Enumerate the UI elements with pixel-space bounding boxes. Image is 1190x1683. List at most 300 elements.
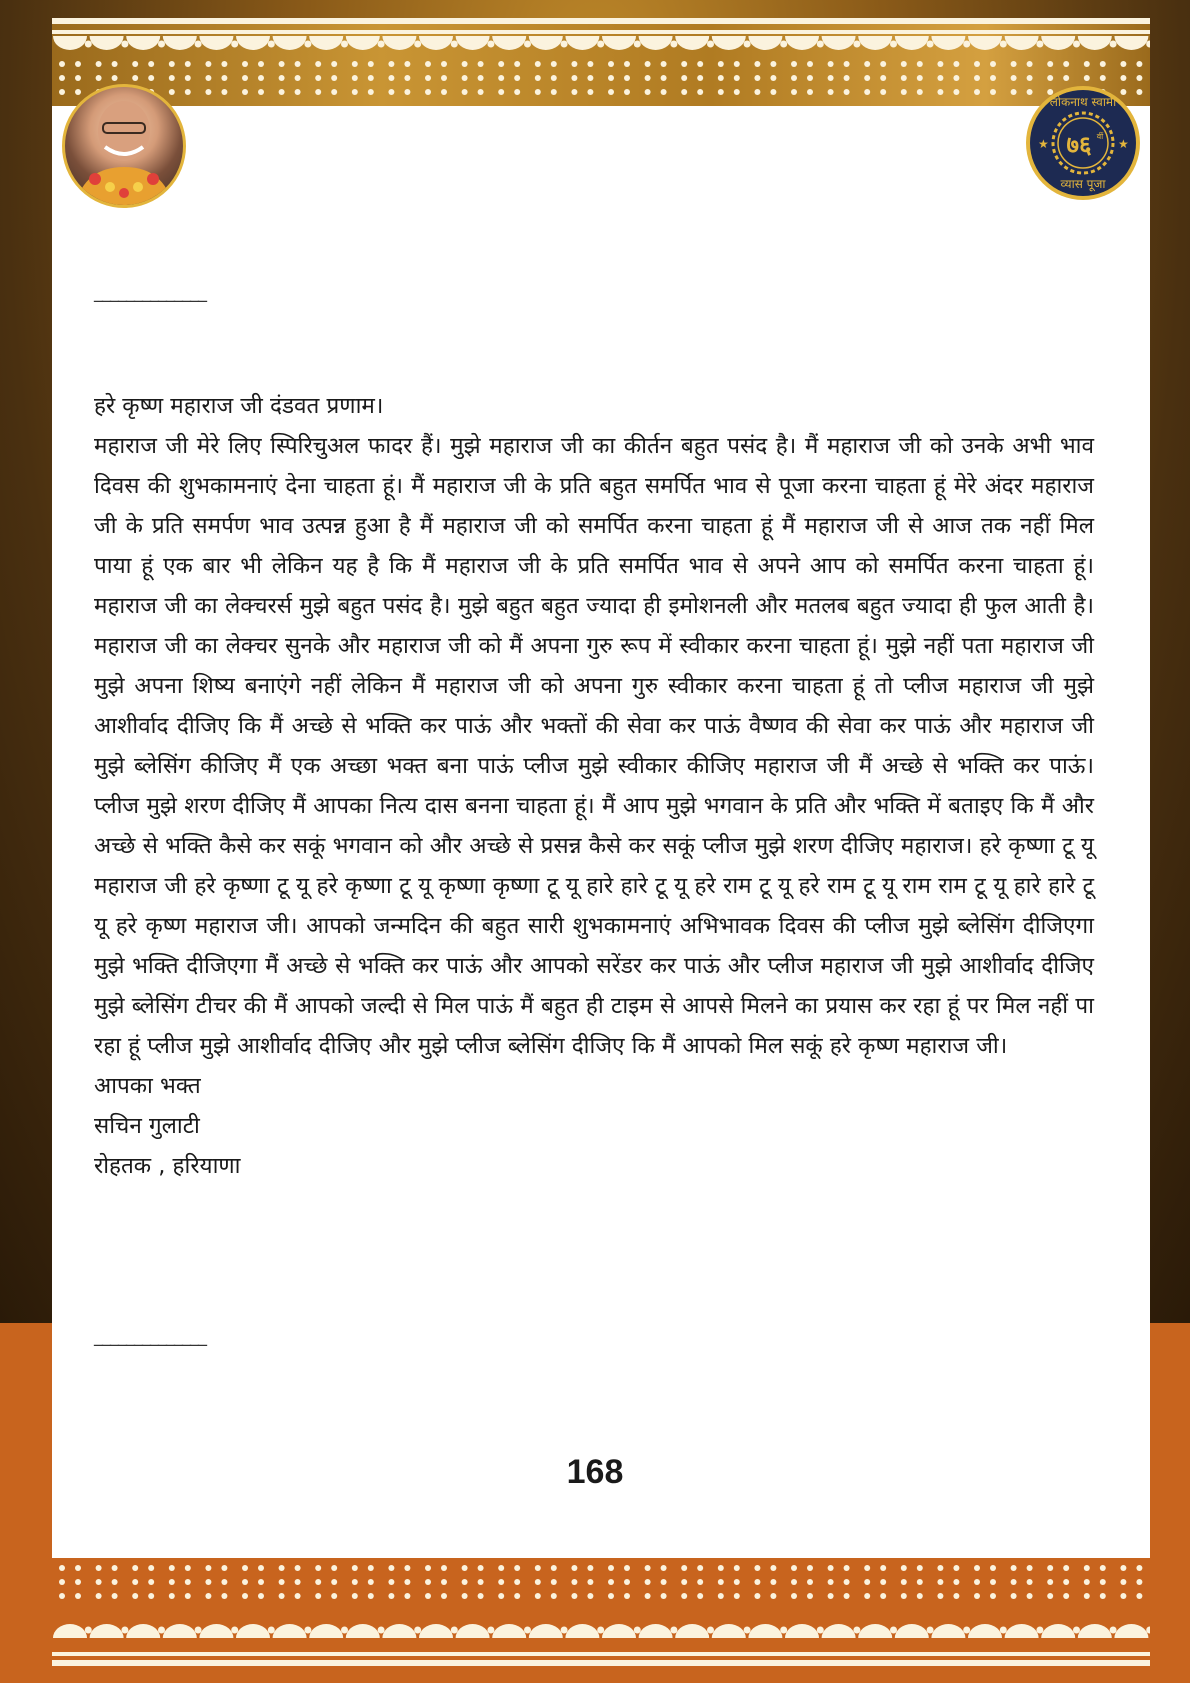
- scallop-shape: [639, 36, 673, 50]
- letter-content: [94, 386, 1094, 1186]
- ornament-dot: [734, 1579, 740, 1585]
- ornament-dot: [1136, 1565, 1142, 1571]
- ornament-dot: [571, 1593, 577, 1599]
- scallop-shape: [1005, 1624, 1039, 1638]
- top-divider: ______________: [94, 282, 206, 303]
- ornament-dot: [670, 41, 677, 48]
- ornament-dot: [148, 75, 154, 81]
- ornament-dot: [75, 75, 81, 81]
- ornament-dot: [315, 1593, 321, 1599]
- ornament-dot: [352, 1579, 358, 1585]
- ornament-dot: [707, 1627, 714, 1634]
- ornament-dot: [937, 1579, 943, 1585]
- ornament-dot: [368, 1565, 374, 1571]
- svg-text:★: ★: [1118, 137, 1129, 151]
- ornament-dot: [890, 1627, 897, 1634]
- ornament-dot: [498, 1565, 504, 1571]
- ornament-dot: [132, 1593, 138, 1599]
- ornament-dot: [963, 1627, 970, 1634]
- ornament-dot: [498, 75, 504, 81]
- ornament-dot: [304, 41, 311, 48]
- ornament-dot: [697, 89, 703, 95]
- ornament-dot: [880, 1593, 886, 1599]
- vyas-puja-logo: [1024, 84, 1142, 202]
- ornament-dot: [634, 41, 641, 48]
- ornament-dot: [828, 1579, 834, 1585]
- scallop-shape: [236, 36, 270, 50]
- ornament-dot: [121, 1627, 128, 1634]
- ornament-dot: [807, 75, 813, 81]
- ornament-dot: [707, 41, 714, 48]
- ornament-dot: [205, 61, 211, 67]
- scallop-shape: [565, 1624, 599, 1638]
- ornament-dot: [597, 41, 604, 48]
- ornament-dot: [844, 61, 850, 67]
- scallop-shape: [309, 1624, 343, 1638]
- ornament-dot: [75, 1565, 81, 1571]
- ornament-dot: [770, 89, 776, 95]
- ornament-dot: [388, 75, 394, 81]
- ornament-dot: [828, 75, 834, 81]
- ornament-dot: [645, 1593, 651, 1599]
- ornament-dot: [754, 1565, 760, 1571]
- logo-bottom-text: व्यास पूजा: [1060, 177, 1106, 191]
- ornament-dot: [388, 61, 394, 67]
- vyas-puja-badge-icon: [1024, 84, 1142, 202]
- scallop-shape: [53, 36, 87, 50]
- ornament-dot: [221, 1579, 227, 1585]
- ornament-dot: [828, 1565, 834, 1571]
- ornament-dot: [624, 1593, 630, 1599]
- ornament-dot: [1120, 1593, 1126, 1599]
- ornament-dot: [231, 41, 238, 48]
- ornament-dot: [341, 1627, 348, 1634]
- ornament-dot: [75, 61, 81, 67]
- bottom-border-line: [52, 1660, 1150, 1666]
- scallop-shape: [492, 36, 526, 50]
- ornament-dot: [1120, 75, 1126, 81]
- ornament-dot: [744, 41, 751, 48]
- ornament-dot: [524, 41, 531, 48]
- ornament-dot: [295, 1593, 301, 1599]
- scallop-shape: [1078, 36, 1112, 50]
- ornament-dot: [734, 1593, 740, 1599]
- letter-signature-name: सचिन गुलाटी: [94, 1113, 200, 1139]
- ornament-dot: [59, 75, 65, 81]
- ornament-dot: [242, 75, 248, 81]
- ornament-dot: [404, 61, 410, 67]
- ornament-dot: [75, 1593, 81, 1599]
- ornament-dot: [608, 61, 614, 67]
- ornament-dot: [645, 61, 651, 67]
- ornament-dot: [937, 89, 943, 95]
- ornament-dot: [388, 1579, 394, 1585]
- ornament-dot: [953, 1565, 959, 1571]
- ornament-dot: [697, 1565, 703, 1571]
- ornament-dot: [498, 89, 504, 95]
- ornament-dot: [953, 1579, 959, 1585]
- ornament-dot: [791, 75, 797, 81]
- ornament-dot: [378, 41, 385, 48]
- ornament-dot: [535, 75, 541, 81]
- portrait-icon: [65, 87, 183, 205]
- ornament-dot: [791, 61, 797, 67]
- ornament-dot: [990, 1579, 996, 1585]
- ornament-dot: [185, 1593, 191, 1599]
- ornament-dot: [221, 61, 227, 67]
- ornament-dot: [535, 1579, 541, 1585]
- scallop-shape: [1005, 36, 1039, 50]
- ornament-dot: [451, 41, 458, 48]
- scallop-shape: [895, 1624, 929, 1638]
- ornament-dot: [59, 89, 65, 95]
- scallop-shape: [1041, 1624, 1075, 1638]
- ornament-dot: [378, 1627, 385, 1634]
- ornament-dot: [258, 61, 264, 67]
- ornament-dot: [404, 1579, 410, 1585]
- ornament-dot: [1063, 1565, 1069, 1571]
- ornament-dot: [514, 1593, 520, 1599]
- scallop-shape: [163, 36, 197, 50]
- ornament-dot: [864, 1579, 870, 1585]
- ornament-dot: [258, 1565, 264, 1571]
- scallop-shape: [675, 36, 709, 50]
- ornament-dot: [974, 1579, 980, 1585]
- ornament-dot: [441, 1579, 447, 1585]
- ornament-dot: [697, 1593, 703, 1599]
- ornament-dot: [75, 1579, 81, 1585]
- ornament-dot: [185, 61, 191, 67]
- ornament-dot: [425, 89, 431, 95]
- scallop-shape: [822, 1624, 856, 1638]
- bottom-border-line-inner: [52, 1652, 1150, 1656]
- ornament-dot: [844, 75, 850, 81]
- ornament-dot: [441, 75, 447, 81]
- ornament-dot: [195, 41, 202, 48]
- ornament-dot: [1084, 1593, 1090, 1599]
- ornament-dot: [597, 1627, 604, 1634]
- ornament-dot: [1027, 75, 1033, 81]
- ornament-dot: [1011, 1593, 1017, 1599]
- ornament-dot: [661, 89, 667, 95]
- ornament-dot: [1027, 1565, 1033, 1571]
- ornament-dot: [295, 1579, 301, 1585]
- portrait-medallion: [62, 84, 186, 208]
- ornament-dot: [608, 1579, 614, 1585]
- ornament-dot: [1110, 1627, 1117, 1634]
- ornament-dot: [441, 61, 447, 67]
- ornament-dot: [974, 89, 980, 95]
- ornament-dot: [425, 75, 431, 81]
- ornament-dot: [890, 41, 897, 48]
- ornament-dot: [754, 1593, 760, 1599]
- ornament-dot: [791, 1593, 797, 1599]
- ornament-dot: [112, 75, 118, 81]
- ornament-dot: [1136, 1593, 1142, 1599]
- bottom-divider: ______________: [94, 1326, 206, 1347]
- ornament-dot: [718, 1593, 724, 1599]
- ornament-dot: [169, 89, 175, 95]
- ornament-dot: [341, 41, 348, 48]
- ornament-dot: [828, 89, 834, 95]
- ornament-dot: [1084, 61, 1090, 67]
- svg-text:★: ★: [1038, 137, 1049, 151]
- ornament-dot: [571, 1565, 577, 1571]
- scallop-shape: [346, 36, 380, 50]
- scallop-shape: [529, 36, 563, 50]
- ornament-dot: [990, 61, 996, 67]
- ornament-dot: [1000, 1627, 1007, 1634]
- scallop-shape: [236, 1624, 270, 1638]
- ornament-dot: [551, 89, 557, 95]
- ornament-dot: [132, 1579, 138, 1585]
- ornament-dot: [425, 61, 431, 67]
- ornament-dot: [937, 1593, 943, 1599]
- ornament-dot: [388, 1593, 394, 1599]
- ornament-dot: [478, 1579, 484, 1585]
- ornament-dot: [791, 1565, 797, 1571]
- scallop-shape: [1114, 36, 1148, 50]
- ornament-dot: [158, 1627, 165, 1634]
- ornament-dot: [1047, 1593, 1053, 1599]
- ornament-dot: [645, 89, 651, 95]
- ornament-dot: [927, 41, 934, 48]
- ornament-dot: [551, 1593, 557, 1599]
- ornament-dot: [697, 1579, 703, 1585]
- ornament-dot: [974, 61, 980, 67]
- ornament-dot: [478, 61, 484, 67]
- ornament-dot: [169, 1565, 175, 1571]
- scallop-shape: [529, 1624, 563, 1638]
- ornament-dot: [844, 89, 850, 95]
- ornament-dot: [754, 61, 760, 67]
- ornament-dot: [953, 75, 959, 81]
- ornament-dot: [279, 1579, 285, 1585]
- ornament-dot: [1047, 1579, 1053, 1585]
- logo-number: ७६: [1066, 131, 1092, 159]
- scallop-shape: [931, 36, 965, 50]
- ornament-dot: [242, 1565, 248, 1571]
- ornament-dot: [169, 61, 175, 67]
- ornament-dot: [169, 1593, 175, 1599]
- scallop-shape: [785, 1624, 819, 1638]
- ornament-dot: [96, 1593, 102, 1599]
- ornament-dot: [624, 1565, 630, 1571]
- ornament-dot: [1084, 1579, 1090, 1585]
- ornament-dot: [880, 1579, 886, 1585]
- ornament-dot: [791, 89, 797, 95]
- ornament-dot: [304, 1627, 311, 1634]
- ornament-dot: [551, 1565, 557, 1571]
- ornament-dot: [185, 1579, 191, 1585]
- ornament-dot: [462, 1565, 468, 1571]
- ornament-dot: [1100, 1565, 1106, 1571]
- ornament-dot: [734, 89, 740, 95]
- ornament-dot: [880, 75, 886, 81]
- ornament-dot: [85, 1627, 92, 1634]
- ornament-dot: [681, 75, 687, 81]
- ornament-dot: [1120, 61, 1126, 67]
- ornament-dot: [1000, 41, 1007, 48]
- ornament-dot: [148, 1565, 154, 1571]
- ornament-dot: [1120, 1565, 1126, 1571]
- ornament-dot: [1027, 1593, 1033, 1599]
- letter-closing: आपका भक्त: [94, 1073, 201, 1099]
- ornament-dot: [414, 41, 421, 48]
- ornament-dot: [221, 1565, 227, 1571]
- ornament-dot: [807, 61, 813, 67]
- ornament-dot: [844, 1579, 850, 1585]
- ornament-dot: [258, 75, 264, 81]
- ornament-dot: [1063, 61, 1069, 67]
- ornament-dot: [901, 89, 907, 95]
- ornament-dot: [242, 61, 248, 67]
- ornament-dot: [645, 75, 651, 81]
- ornament-dot: [734, 61, 740, 67]
- ornament-dot: [315, 75, 321, 81]
- ornament-dot: [331, 1593, 337, 1599]
- ornament-dot: [185, 75, 191, 81]
- ornament-dot: [661, 75, 667, 81]
- ornament-dot: [974, 75, 980, 81]
- ornament-dot: [1100, 1579, 1106, 1585]
- ornament-dot: [1011, 75, 1017, 81]
- ornament-dot: [535, 1593, 541, 1599]
- ornament-dot: [817, 41, 824, 48]
- ornament-dot: [487, 1627, 494, 1634]
- ornament-dot: [901, 61, 907, 67]
- ornament-dot: [953, 1593, 959, 1599]
- ornament-dot: [697, 75, 703, 81]
- ornament-dot: [242, 89, 248, 95]
- ornament-dot: [828, 1593, 834, 1599]
- top-scallop-ornament: [52, 36, 1150, 106]
- ornament-dot: [681, 1593, 687, 1599]
- ornament-dot: [388, 89, 394, 95]
- ornament-dot: [96, 1565, 102, 1571]
- ornament-dot: [1047, 61, 1053, 67]
- ornament-dot: [148, 1593, 154, 1599]
- ornament-dot: [268, 1627, 275, 1634]
- scallop-shape: [895, 36, 929, 50]
- ornament-dot: [807, 1565, 813, 1571]
- ornament-dot: [880, 89, 886, 95]
- ornament-dot: [352, 89, 358, 95]
- ornament-dot: [1011, 1579, 1017, 1585]
- ornament-dot: [770, 61, 776, 67]
- ornament-dot: [279, 89, 285, 95]
- ornament-dot: [112, 1565, 118, 1571]
- ornament-dot: [279, 75, 285, 81]
- ornament-dot: [112, 1593, 118, 1599]
- ornament-dot: [1084, 75, 1090, 81]
- ornament-dot: [853, 1627, 860, 1634]
- ornament-dot: [368, 75, 374, 81]
- scallop-shape: [858, 36, 892, 50]
- ornament-dot: [295, 1565, 301, 1571]
- top-border-line: [52, 18, 1150, 24]
- ornament-dot: [404, 1565, 410, 1571]
- ornament-dot: [901, 1565, 907, 1571]
- ornament-dot: [770, 1565, 776, 1571]
- ornament-dot: [718, 75, 724, 81]
- ornament-dot: [331, 75, 337, 81]
- scallop-shape: [858, 1624, 892, 1638]
- ornament-dot: [1036, 1627, 1043, 1634]
- ornament-dot: [587, 75, 593, 81]
- logo-number-suffix: वीं: [1096, 132, 1104, 141]
- ornament-dot: [990, 75, 996, 81]
- ornament-dot: [770, 75, 776, 81]
- ornament-dot: [279, 61, 285, 67]
- ornament-dot: [624, 75, 630, 81]
- ornament-dot: [331, 1565, 337, 1571]
- ornament-dot: [990, 1565, 996, 1571]
- ornament-dot: [551, 61, 557, 67]
- ornament-dot: [681, 1579, 687, 1585]
- ornament-dot: [1063, 1593, 1069, 1599]
- ornament-dot: [864, 61, 870, 67]
- ornament-dot: [661, 1593, 667, 1599]
- scallop-shape: [456, 1624, 490, 1638]
- ornament-dot: [205, 1593, 211, 1599]
- ornament-dot: [315, 61, 321, 67]
- ornament-dot: [670, 1627, 677, 1634]
- ornament-dot: [462, 75, 468, 81]
- ornament-dot: [864, 75, 870, 81]
- scallop-shape: [382, 1624, 416, 1638]
- ornament-dot: [1136, 1579, 1142, 1585]
- scallop-shape: [273, 1624, 307, 1638]
- ornament-dot: [242, 1593, 248, 1599]
- scallop-shape: [968, 1624, 1002, 1638]
- ornament-dot: [221, 89, 227, 95]
- scallop-shape: [419, 36, 453, 50]
- ornament-dot: [571, 89, 577, 95]
- ornament-dot: [59, 1579, 65, 1585]
- scallop-shape: [602, 1624, 636, 1638]
- ornament-dot: [478, 75, 484, 81]
- ornament-dot: [462, 1579, 468, 1585]
- ornament-dot: [1063, 75, 1069, 81]
- scallop-shape: [639, 1624, 673, 1638]
- ornament-dot: [587, 1593, 593, 1599]
- ornament-dot: [59, 61, 65, 67]
- scallop-shape: [273, 36, 307, 50]
- ornament-dot: [853, 41, 860, 48]
- ornament-dot: [112, 1579, 118, 1585]
- ornament-dot: [231, 1627, 238, 1634]
- ornament-dot: [221, 1593, 227, 1599]
- ornament-dot: [441, 89, 447, 95]
- ornament-dot: [770, 1593, 776, 1599]
- scallop-shape: [163, 1624, 197, 1638]
- scallop-shape: [90, 1624, 124, 1638]
- logo-top-text: लोकनाथ स्वामी: [1049, 95, 1117, 109]
- ornament-dot: [487, 41, 494, 48]
- ornament-dot: [571, 61, 577, 67]
- ornament-dot: [917, 75, 923, 81]
- scallop-shape: [382, 36, 416, 50]
- ornament-dot: [315, 1579, 321, 1585]
- ornament-dot: [1047, 1565, 1053, 1571]
- ornament-dot: [295, 61, 301, 67]
- ornament-dot: [608, 75, 614, 81]
- scallop-shape: [309, 36, 343, 50]
- ornament-dot: [268, 41, 275, 48]
- ornament-dot: [524, 1627, 531, 1634]
- ornament-dot: [1136, 75, 1142, 81]
